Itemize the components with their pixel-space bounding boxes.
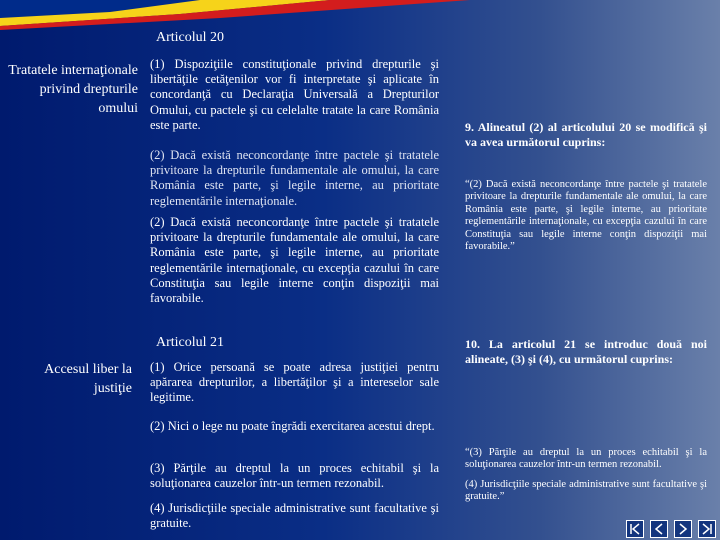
- amendment-10-heading: 10. La articolul 21 se introduc două noi alineate, (3) şi (4), cu următorul cuprins:: [465, 337, 707, 366]
- article-21-paragraph-2: (2) Nici o lege nu poate îngrădi exercitarea acestui drept.: [150, 419, 435, 433]
- amendment-10-text-1: “(3) Părţile au dreptul la un proces echitabil şi la soluţionarea cauzelor într-un termen rezonabil.: [465, 447, 707, 471]
- article-21-side-title: Accesul liber la justiţie: [44, 362, 132, 396]
- amendment-9-text: “(2) Dacă există neconcordanţe între pactele şi tratatele privitoare la drepturile fundamentale ale omului, la care România este parte, şi legile interne, au prioritate reglementările internaţionale, cu excepţia cazului în care Constituţia sau legile interne conţin dispoziţii mai favorabile.”: [465, 179, 707, 253]
- article-20-title: Articolul 20: [156, 30, 225, 45]
- article-20-side-title: Tratatele internaţionale privind drepturile omului: [8, 63, 138, 116]
- amendment-10-text-2: (4) Jurisdicţiile speciale administrative sunt facultative şi gratuite.”: [465, 479, 707, 503]
- flag-ribbon: [0, 0, 720, 30]
- article-20-paragraph-2-old: (2) Dacă există neconcordanţe între pactele şi tratatele privitoare la drepturile fundamentale ale omului, la care România este parte, şi legile interne, au prioritate reglementările internaţionale.: [150, 148, 439, 208]
- previous-icon[interactable]: [650, 520, 668, 538]
- article-21-title: Articolul 21: [156, 335, 225, 350]
- amendment-9-heading: 9. Alineatul (2) al articolului 20 se modifică şi va avea următorul cuprins:: [465, 120, 707, 149]
- first-icon[interactable]: [626, 520, 644, 538]
- article-21-paragraph-3: (3) Părţile au dreptul la un proces echitabil şi la soluţionarea cauzelor într-un termen rezonabil.: [150, 461, 439, 491]
- article-21-paragraph-4: (4) Jurisdicţiile speciale administrative sunt facultative şi gratuite.: [150, 501, 439, 531]
- slide-navigation: [626, 520, 716, 538]
- article-20-paragraph-1: (1) Dispoziţiile constituţionale privind drepturile şi libertăţile cetăţenilor vor fi interpretate şi aplicate în concordanţă cu Declaraţia Universală a Drepturilor Omului, cu pactele şi cu celelalte tratate la care România este parte.: [150, 57, 439, 132]
- last-icon[interactable]: [698, 520, 716, 538]
- article-20-paragraph-2-new: (2) Dacă există neconcordanţe între pactele şi tratatele privitoare la drepturile fundamentale ale omului, la care România este parte, şi legile interne, au prioritate reglementările internaţionale, cu excepţia cazului în care Constituţia sau legile interne conţin dispoziţii mai favorabile.: [150, 215, 439, 306]
- article-21-paragraph-1: (1) Orice persoană se poate adresa justiţiei pentru apărarea drepturilor, a libertăţilor şi a intereselor sale legitime.: [150, 360, 439, 405]
- next-icon[interactable]: [674, 520, 692, 538]
